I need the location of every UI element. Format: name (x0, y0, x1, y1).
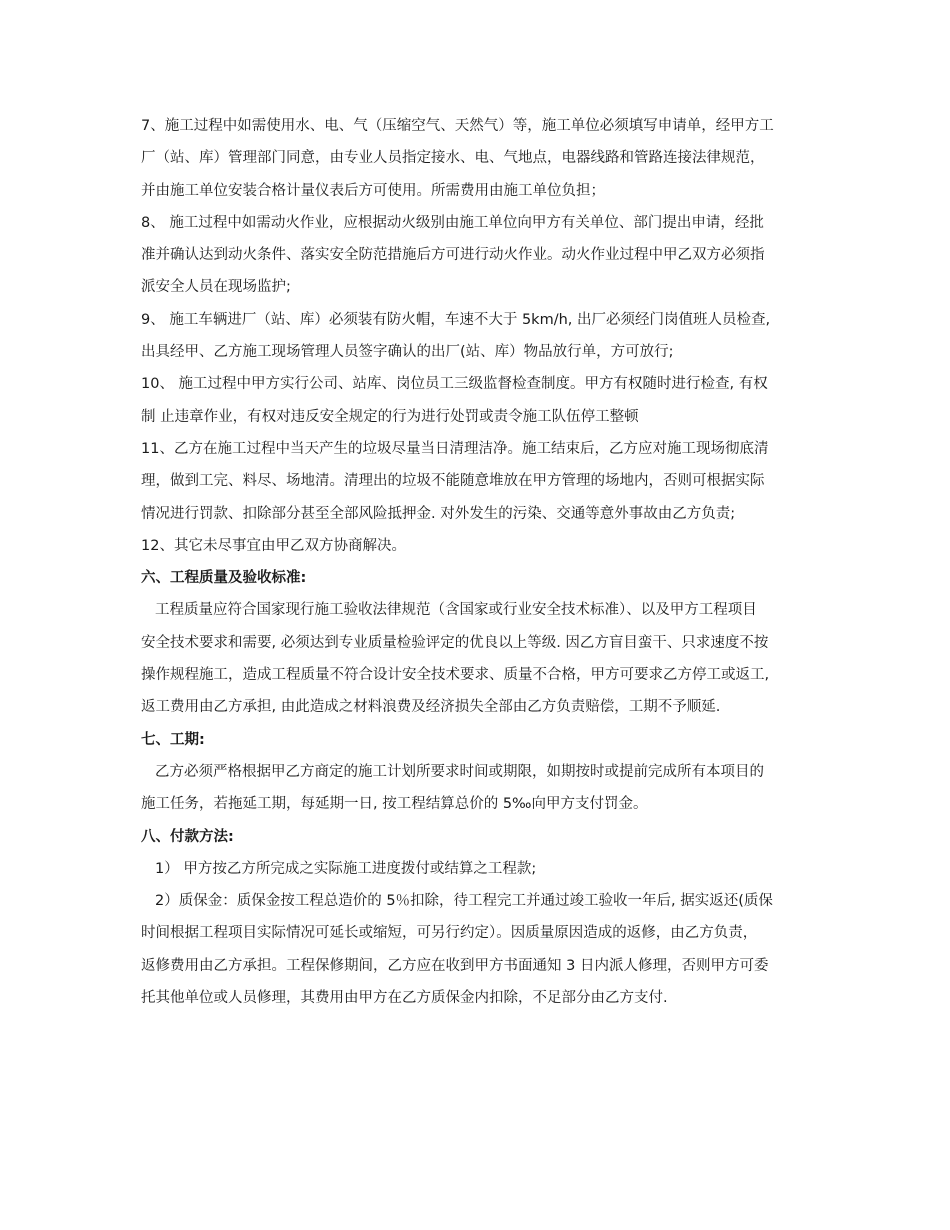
paragraph-line: 情况进行罚款、扣除部分甚至全部风险抵押金. 对外发生的污染、交通等意外事故由乙方负责; (141, 505, 736, 522)
paragraph-line: 8、 施工过程中如需动火作业，应根据动火级别由施工单位向甲方有关单位、部门提出申请，经批 (141, 214, 764, 231)
paragraph-line: 乙方必须严格根据甲乙方商定的施工计划所要求时间或期限，如期按时或提前完成所有本项目的 (155, 763, 764, 780)
paragraph-line: 返工费用由乙方承担, 由此造成之材料浪费及经济损失全部由乙方负责赔偿，工期不予顺延. (141, 699, 721, 716)
paragraph-line: 10、 施工过程中甲方实行公司、站库、岗位员工三级监督检查制度。甲方有权随时进行检查, 有权 (141, 376, 768, 393)
paragraph-line: 2）质保金：质保金按工程总造价的 5％扣除，待工程完工并通过竣工验收一年后, 据实返还(质保 (155, 893, 773, 910)
paragraph-line: 理，做到工完、料尽、场地清。清理出的垃圾不能随意堆放在甲方管理的场地内，否则可根据实际 (141, 473, 765, 490)
paragraph-line: 并由施工单位安装合格计量仪表后方可使用。所需费用由施工单位负担； (141, 182, 605, 199)
paragraph-line: 托其他单位或人员修理，其费用由甲方在乙方质保金内扣除，不足部分由乙方支付. (141, 990, 668, 1007)
paragraph-line: 厂（站、库）管理部门同意，由专业人员指定接水、电、气地点，电器线路和管路连接法律规范， (141, 150, 765, 167)
paragraph-line: 操作规程施工，造成工程质量不符合设计安全技术要求、质量不合格，甲方可要求乙方停工或返工, (141, 667, 770, 684)
paragraph-line: 安全技术要求和需要, 必须达到专业质量检验评定的优良以上等级. 因乙方盲目蛮干、只求速度不按 (141, 634, 769, 651)
paragraph-line: 工程质量应符合国家现行施工验收法律规范（含国家或行业安全技术标准）、以及甲方工程项目 (155, 602, 757, 619)
paragraph-line: 出具经甲、乙方施工现场管理人员签字确认的出厂(站、库）物品放行单，方可放行; (141, 344, 674, 361)
paragraph-line: 11、乙方在施工过程中当天产生的垃圾尽量当日清理洁净。施工结束后，乙方应对施工现场彻底清 (141, 440, 769, 457)
paragraph-line: 施工任务，若拖延工期，每延期一日, 按工程结算总价的 5‰向甲方支付罚金。 (141, 796, 648, 813)
paragraph-line: 派安全人员在现场监护; (141, 279, 291, 296)
section-heading: 六、工程质量及验收标准: (141, 570, 307, 587)
paragraph-line: 制 止违章作业，有权对违反安全规定的行为进行处罚或责令施工队伍停工整顿 (141, 408, 639, 425)
document-page (141, 110, 821, 1014)
paragraph-line: 7、施工过程中如需使用水、电、气（压缩空气、天然气）等，施工单位必须填写申请单，经甲方工 (141, 118, 774, 134)
section-heading: 七、工期: (141, 731, 205, 748)
paragraph-line: 9、 施工车辆进厂（站、库）必须装有防火帽，车速不大于 5km/h, 出厂必须经门岗值班人员检查, (141, 311, 771, 328)
paragraph-line: 准并确认达到动火条件、落实安全防范措施后方可进行动火作业。动火作业过程中甲乙双方必须指 (141, 247, 765, 264)
paragraph-line: 1） 甲方按乙方所完成之实际施工进度拨付或结算之工程款; (155, 860, 537, 877)
section-heading: 八、付款方法: (141, 828, 234, 845)
paragraph-line: 12、其它未尽事宜由甲乙双方协商解决。 (141, 537, 406, 554)
paragraph-line: 时间根据工程项目实际情况可延长或缩短，可另行约定）。因质量原因造成的返修，由乙方负责， (141, 925, 758, 942)
paragraph-line: 返修费用由乙方承担。工程保修期间，乙方应在收到甲方书面通知 3 日内派人修理，否则甲方可委 (141, 957, 769, 974)
